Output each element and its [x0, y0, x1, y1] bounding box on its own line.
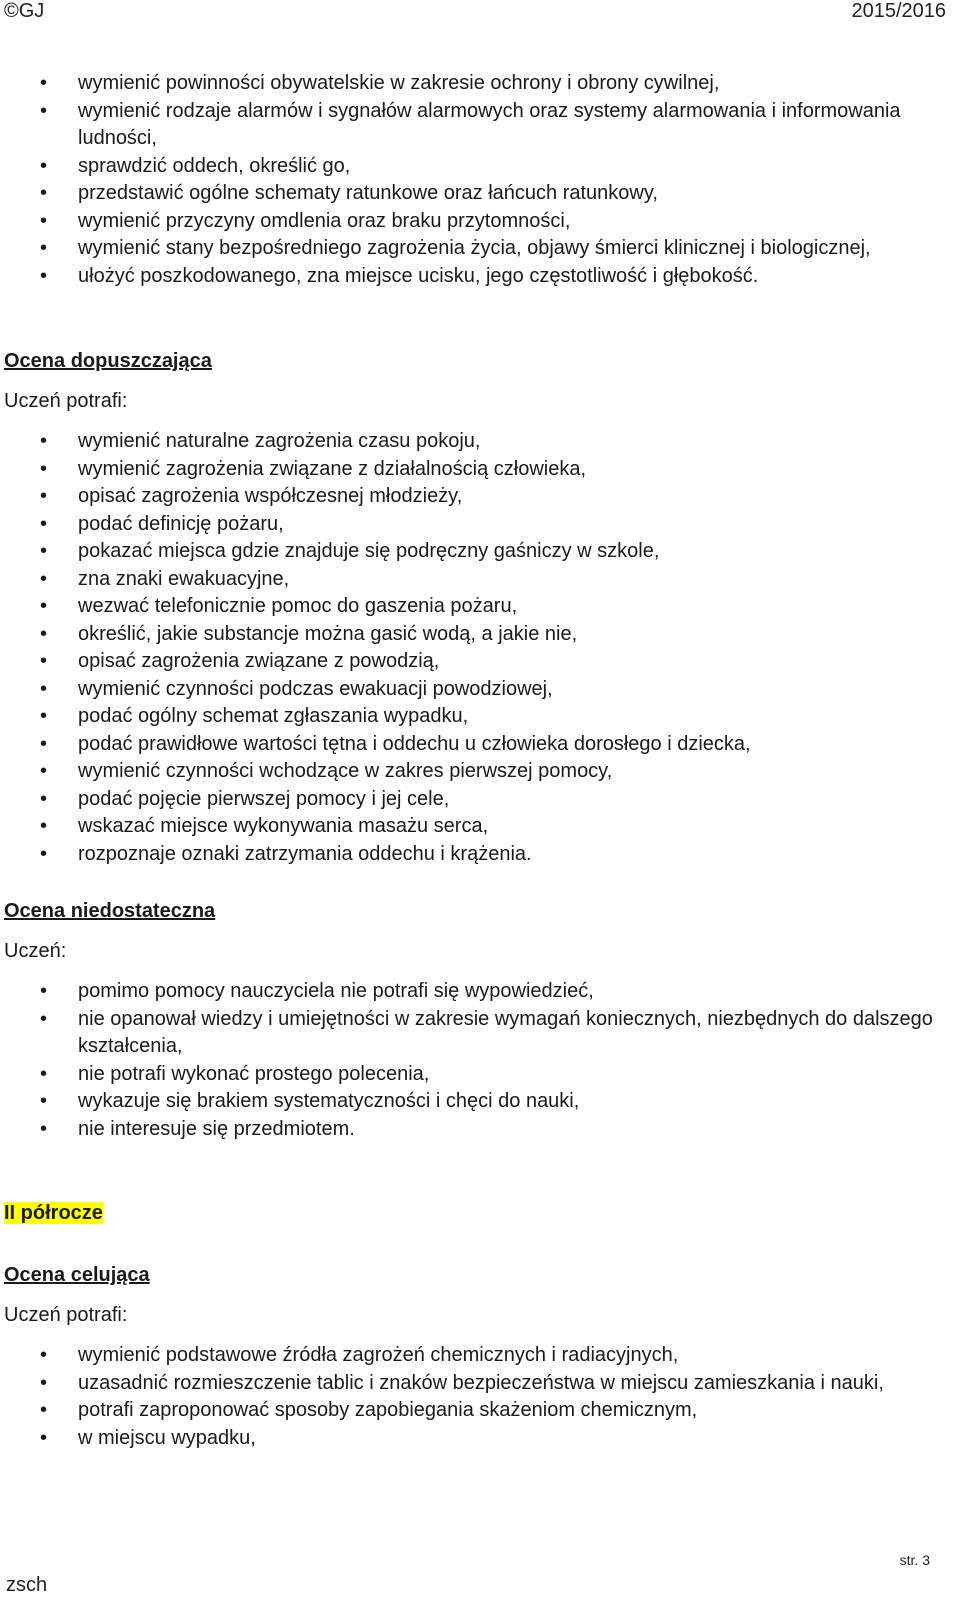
- list-item: • wymienić czynności wchodzące w zakres pierwszej pomocy,: [0, 758, 940, 786]
- list-item: • podać pojęcie pierwszej pomocy i jej cele,: [0, 786, 940, 814]
- list-item: • wymienić zagrożenia związane z działalnością człowieka,: [0, 456, 940, 484]
- list-item: • wymienić rodzaje alarmów i sygnałów alarmowych oraz systemy alarmowania i informowania ludności,: [0, 98, 940, 153]
- list-item: • wskazać miejsce wykonywania masażu serca,: [0, 813, 940, 841]
- semester-highlight: II półrocze: [4, 1202, 103, 1224]
- page-number: str. 3: [899, 1552, 930, 1568]
- bullet-list-celujaca: [0, 1342, 940, 1452]
- list-item: • wykazuje się brakiem systematyczności i chęci do nauki,: [0, 1088, 940, 1116]
- list-item: • w miejscu wypadku,: [0, 1425, 940, 1453]
- list-item: • przedstawić ogólne schematy ratunkowe oraz łańcuch ratunkowy,: [0, 180, 940, 208]
- list-item: • wymienić czynności podczas ewakuacji powodziowej,: [0, 676, 940, 704]
- list-item: • nie opanował wiedzy i umiejętności w zakresie wymagań koniecznych, niezbędnych do dalszego kształcenia,: [0, 1006, 940, 1061]
- list-item: • rozpoznaje oznaki zatrzymania oddechu i krążenia.: [0, 841, 940, 869]
- list-item: • określić, jakie substancje można gasić wodą, a jakie nie,: [0, 621, 940, 649]
- list-item: • podać ogólny schemat zgłaszania wypadku,: [0, 703, 940, 731]
- list-1-block: [0, 70, 940, 290]
- list-item: • pokazać miejsca gdzie znajduje się podręczny gaśniczy w szkole,: [0, 538, 940, 566]
- list-item: • podać prawidłowe wartości tętna i oddechu u człowieka dorosłego i dziecka,: [0, 731, 940, 759]
- list-item: • wymienić stany bezpośredniego zagrożenia życia, objawy śmierci klinicznej i biologicznej,: [0, 235, 940, 263]
- list-item: • wymienić podstawowe źródła zagrożeń chemicznych i radiacyjnych,: [0, 1342, 940, 1370]
- list-item: • nie potrafi wykonać prostego polecenia,: [0, 1061, 940, 1089]
- list-cel-block: [0, 1342, 940, 1452]
- list-item: • zna znaki ewakuacyjne,: [0, 566, 940, 594]
- subheading-uczen: Uczeń:: [4, 940, 67, 962]
- subheading-uczen-potrafi-1: Uczeń potrafi:: [4, 390, 128, 412]
- list-item: • wymienić powinności obywatelskie w zakresie ochrony i obrony cywilnej,: [0, 70, 940, 98]
- list-item: • pomimo pomocy nauczyciela nie potrafi się wypowiedzieć,: [0, 978, 940, 1006]
- heading-ocena-celujaca: Ocena celująca: [4, 1264, 150, 1286]
- list-dop-block: [0, 428, 940, 868]
- list-nied-block: [0, 978, 940, 1143]
- header-right: 2015/2016: [851, 0, 946, 22]
- list-item: • potrafi zaproponować sposoby zapobiegania skażeniom chemicznym,: [0, 1397, 940, 1425]
- subheading-uczen-potrafi-2: Uczeń potrafi:: [4, 1304, 128, 1326]
- list-item: • podać definicję pożaru,: [0, 511, 940, 539]
- list-item: • uzasadnić rozmieszczenie tablic i znaków bezpieczeństwa w miejscu zamieszkania i nauki,: [0, 1370, 940, 1398]
- semester-label: [4, 1202, 103, 1225]
- bullet-list-niedostateczna: [0, 978, 940, 1143]
- footer-word: zsch: [6, 1574, 48, 1596]
- list-item: • nie interesuje się przedmiotem.: [0, 1116, 940, 1144]
- list-item: • wymienić naturalne zagrożenia czasu pokoju,: [0, 428, 940, 456]
- bullet-list-dopuszczajaca: [0, 428, 940, 868]
- heading-ocena-niedostateczna: Ocena niedostateczna: [4, 900, 216, 922]
- list-item: • wymienić przyczyny omdlenia oraz braku przytomności,: [0, 208, 940, 236]
- header-left: ©GJ: [4, 0, 45, 22]
- list-item: • ułożyć poszkodowanego, zna miejsce ucisku, jego częstotliwość i głębokość.: [0, 263, 940, 291]
- bullet-list-1: [0, 70, 940, 290]
- list-item: • opisać zagrożenia związane z powodzią,: [0, 648, 940, 676]
- heading-ocena-dopuszczajaca: Ocena dopuszczająca: [4, 350, 212, 372]
- list-item: • opisać zagrożenia współczesnej młodzieży,: [0, 483, 940, 511]
- list-item: • wezwać telefonicznie pomoc do gaszenia pożaru,: [0, 593, 940, 621]
- list-item: • sprawdzić oddech, określić go,: [0, 153, 940, 181]
